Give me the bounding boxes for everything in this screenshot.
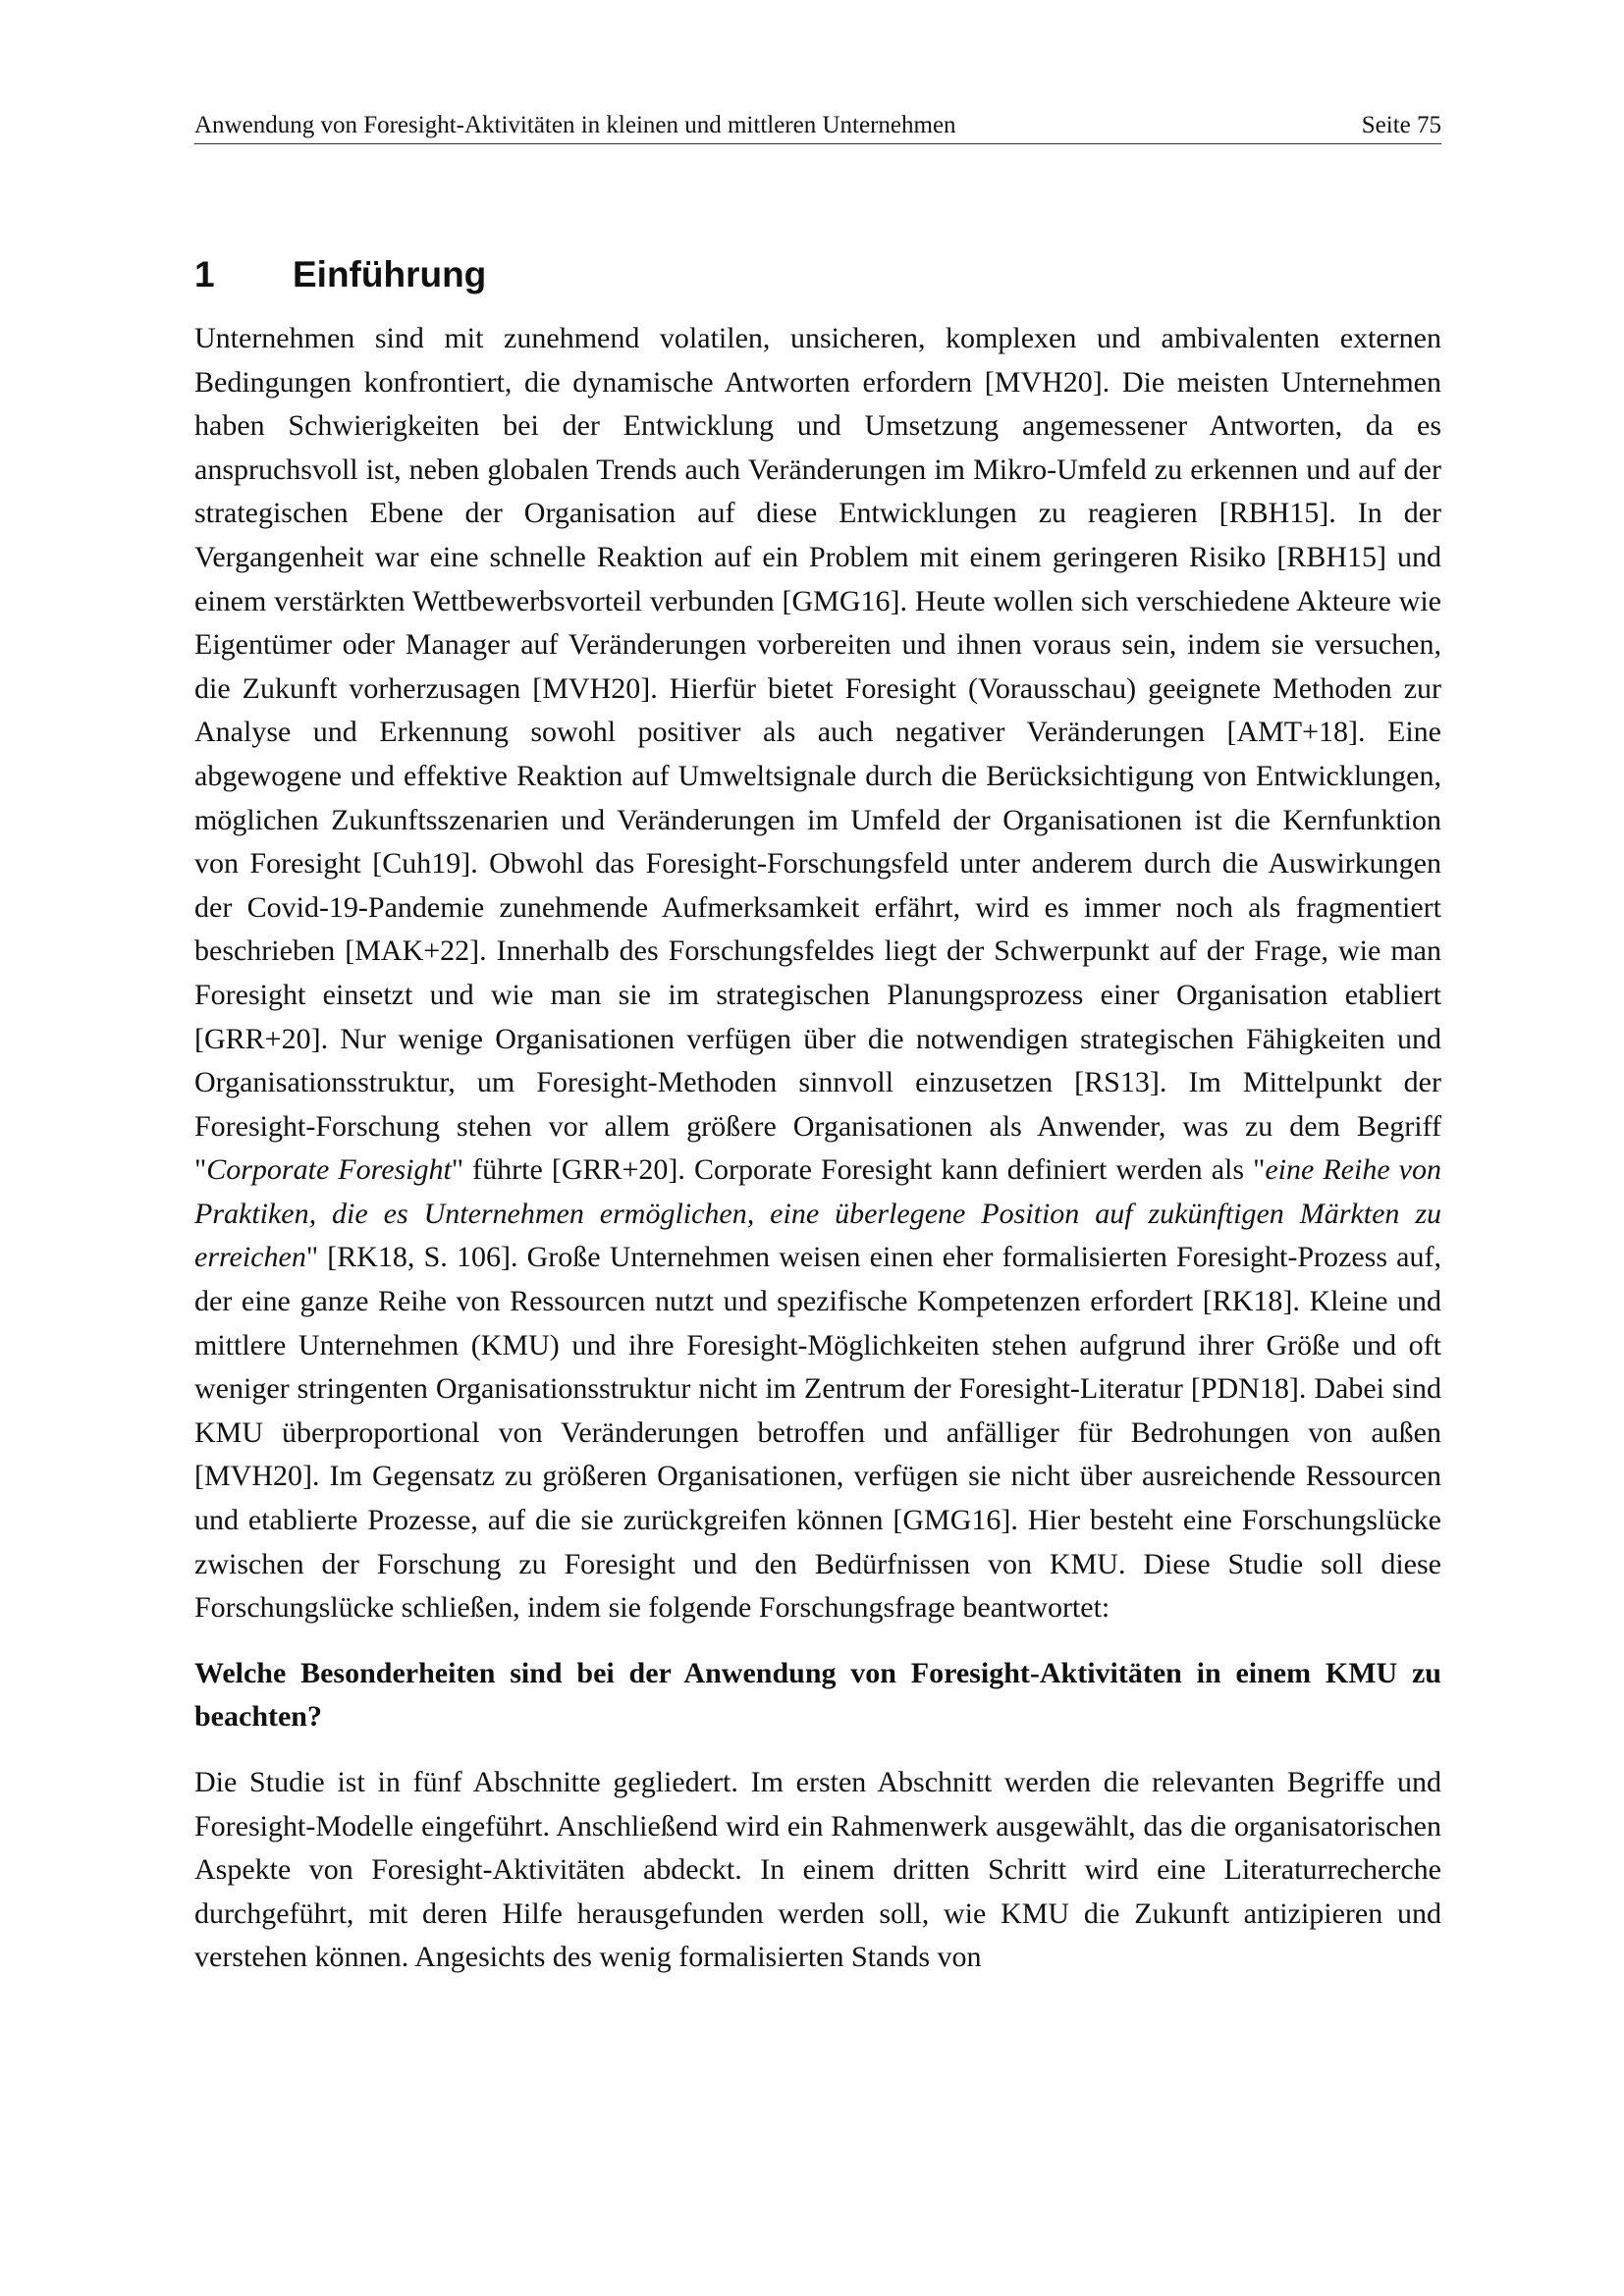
page-number: Seite 75 — [1361, 112, 1441, 138]
italic-definition-quote: eine Reihe von Praktiken, die es Unternehmen ermöglichen, eine überlegene Position auf zukünftigen Märkten zu erreichen — [194, 1153, 1441, 1274]
paragraph-text: Unternehmen sind mit zunehmend volatilen, unsicheren, komplexen und ambivalenten externen Bedingungen konfrontiert, die dynamische Antworten erfordern [MVH20]. Die meisten Unternehmen haben Schwierigkeiten bei der Entwicklung und Umsetzung angemessener Antworten, da es anspruchsvoll ist, neben globalen Trends auch Veränderungen im Mikro-Umfeld zu erkennen und auf der strategischen Ebene der Organisation auf diese Entwicklungen zu reagieren [RBH15]. In der Vergangenheit war eine schnelle Reaktion auf ein Problem mit einem geringeren Risiko [RBH15] und einem verstärkten Wettbewerbsvorteil verbunden [GMG16]. Heute wollen sich verschiedene Akteure wie Eigentümer oder Manager auf Veränderungen vorbereiten und ihnen voraus sein, indem sie versuchen, die Zukunft vorherzusagen [MVH20]. Hierfür bietet Foresight (Vorausschau) geeignete Methoden zur Analyse und Erkennung sowohl positiver als auch negativer Veränderungen [AMT+18]. Eine abgewogene und effektive Reaktion auf Umweltsignale durch die Berücksichtigung von Entwicklungen, möglichen Zukunftsszenarien und Veränderungen im Umfeld der Organisationen ist die Kernfunktion von Foresight [Cuh19]. Obwohl das Foresight-Forschungsfeld unter anderem durch die Auswirkungen der Covid-19-Pandemie zunehmende Aufmerksamkeit erfährt, wird es immer noch als fragmentiert beschrieben [MAK+22]. Innerhalb des Forschungsfeldes liegt der Schwerpunkt auf der Frage, wie man Foresight einsetzt und wie man sie im strategischen Planungsprozess einer Organisation etabliert [GRR+20]. Nur wenige Organisationen verfügen über die notwendigen strategischen Fähigkeiten und Organisationsstruktur, um Foresight-Methoden sinnvoll einzusetzen [RS13]. Im Mittelpunkt der Foresight-Forschung stehen vor allem größere Organisationen als Anwender, was zu dem Begriff " — [194, 322, 1441, 1187]
running-header — [194, 108, 1441, 144]
section-heading — [194, 249, 486, 300]
paragraph-text: " [RK18, S. 106]. Große Unternehmen weisen einen eher formalisierten Foresight-Prozess auf, der eine ganze Reihe von Ressourcen nutzt und spezifische Kompetenzen erfordert [RK18]. Kleine und mittlere Unternehmen (KMU) und ihre Foresight-Möglichkeiten stehen aufgrund ihrer Größe und oft weniger stringenten Organisationsstruktur nicht im Zentrum der Foresight-Literatur [PDN18]. Dabei sind KMU überproportional von Veränderungen betroffen und anfälliger für Bedrohungen von außen [MVH20]. Im Gegensatz zu größeren Organisationen, verfügen sie nicht über ausreichende Ressourcen und etablierte Prozesse, auf die sie zurückgreifen können [GMG16]. Hier besteht eine Forschungslücke zwischen der Forschung zu Foresight und den Bedürfnissen von KMU. Diese Studie soll diese Forschungslücke schließen, indem sie folgende Forschungsfrage beantwortet: — [194, 1241, 1441, 1625]
body-text — [194, 317, 1441, 1980]
paragraph-text: " führte [GRR+20]. Corporate Foresight kann definiert werden als " — [451, 1153, 1266, 1187]
section-title: Einführung — [293, 254, 487, 294]
paragraph-introduction — [194, 317, 1441, 1630]
research-question: Welche Besonderheiten sind bei der Anwendung von Foresight-Aktivitäten in einem KMU zu beachten? — [194, 1656, 1441, 1734]
section-number: 1 — [194, 254, 215, 294]
italic-term-corporate-foresight: Corporate Foresight — [206, 1153, 452, 1187]
paragraph-structure: Die Studie ist in fünf Abschnitte gegliedert. Im ersten Abschnitt werden die relevanten Begriffe und Foresight-Modelle eingeführt. Anschließend wird ein Rahmenwerk ausgewählt, das die organisatorischen Aspekte von Foresight-Aktivitäten abdeckt. In einem dritten Schritt wird eine Literaturrecherche durchgeführt, mit deren Hilfe herausgefunden werden soll, wie KMU die Zukunft antizipieren und verstehen können. Angesichts des wenig formalisierten Stands von — [194, 1766, 1441, 1974]
header-title: Anwendung von Foresight-Aktivitäten in kleinen und mittleren Unternehmen — [194, 112, 956, 138]
